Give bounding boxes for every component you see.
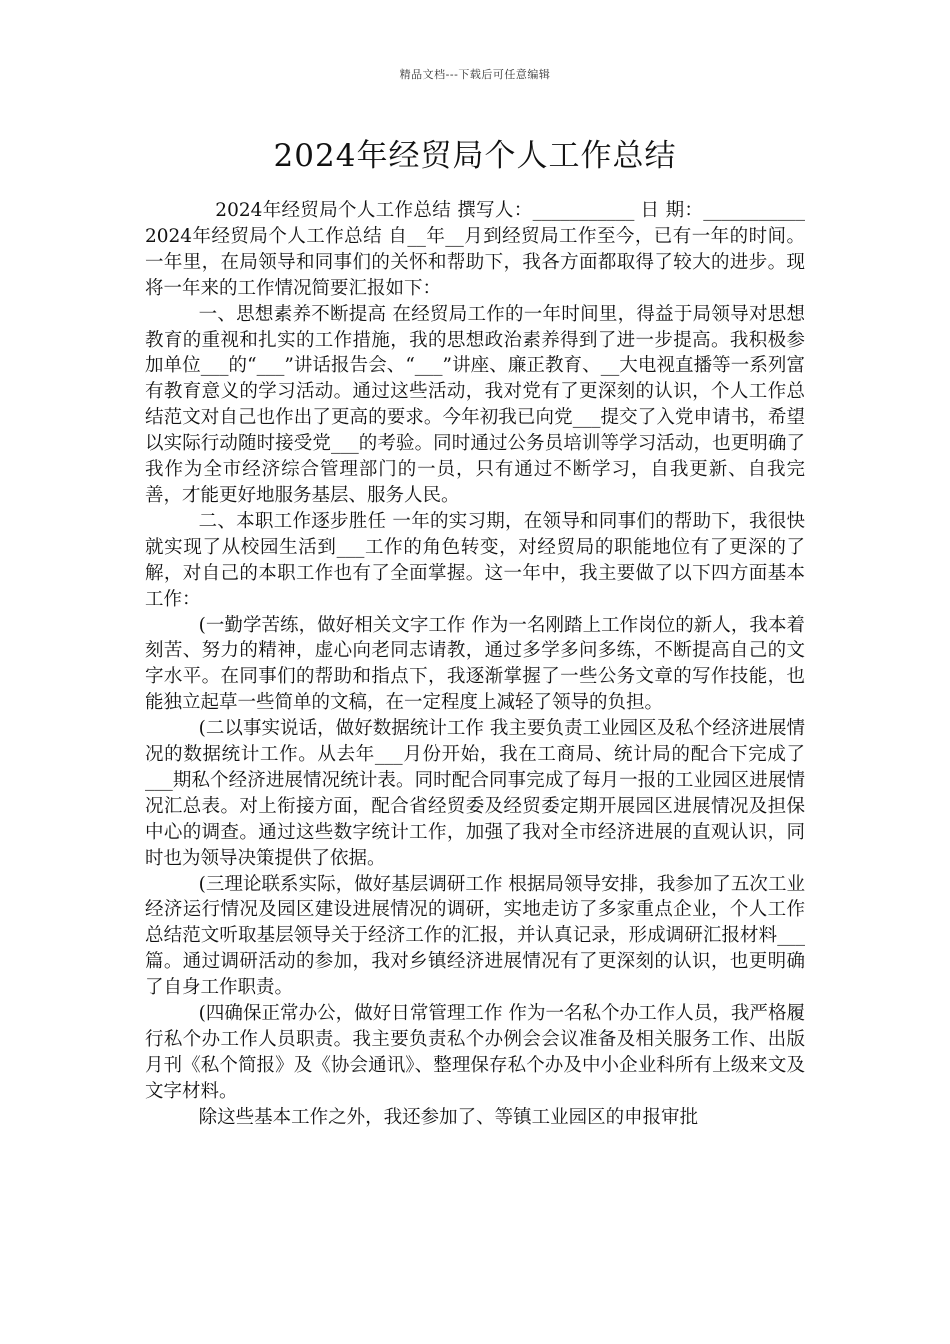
header-note: 精品文档---下载后可任意编辑 xyxy=(399,68,551,81)
paragraph-item-3: (三理论联系实际，做好基层调研工作 根据局领导安排，我参加了五次工业经济运行情况及园区建设进展情况的调研，实地走访了多家重点企业，个人工作总结范文听取基层领导关于经济工作的汇报，并认真记录，形成调研汇报材料___篇。通过调研活动的参加，我对乡镇经济进展情况有了更深刻的认识，也更明确了自身工作职责。 xyxy=(145,873,805,999)
document-title: 2024年经贸局个人工作总结 xyxy=(273,138,677,174)
paragraph-item-4: (四确保正常办公，做好日常管理工作 作为一名私个办工作人员，我严格履行私个办工作人员职责。我主要负责私个办例会会议准备及相关服务工作、出版月刊《私个简报》及《协会通讯》、整理保存私个办及中小企业科所有上级来文及文字材料。 xyxy=(145,1003,805,1102)
document-body xyxy=(145,198,805,1131)
paragraph-section-1: 一、思想素养不断提高 在经贸局工作的一年时间里，得益于局领导对思想教育的重视和扎实的工作措施，我的思想政治素养得到了进一步提高。我积极参加单位___的“___”讲话报告会、“___”讲座、廉正教育、__大电视直播等一系列富有教育意义的学习活动。通过这些活动，我对党有了更深刻的认识，个人工作总结范文对自己也作出了更高的要求。今年初我已向党___提交了入党申请书，希望以实际行动随时接受党___的考验。同时通过公务员培训等学习活动，也更明确了我作为全市经济综合管理部门的一员，只有通过不断学习，自我更新、自我完善，才能更好地服务基层、服务人民。 xyxy=(145,303,805,506)
paragraph-item-1: (一勤学苦练，做好相关文字工作 作为一名刚踏上工作岗位的新人，我本着刻苦、努力的精神，虚心向老同志请教，通过多学多问多练，不断提高自己的文字水平。在同事们的帮助和指点下，我逐渐掌握了一些公务文章的写作技能，也能独立起草一些简单的文稿，在一定程度上减轻了领导的负担。 xyxy=(145,614,805,714)
paragraph-item-2: (二以事实说话，做好数据统计工作 我主要负责工业园区及私个经济进展情况的数据统计工作。从去年___月份开始，我在工商局、统计局的配合下完成了___期私个经济进展情况统计表。同时配合同事完成了每月一报的工业园区进展情况汇总表。对上衔接方面，配合省经贸委及经贸委定期开展园区进展情况及担保中心的调查。通过这些数字统计工作，加强了我对全市经济进展的直观认识，同时也为领导决策提供了依据。 xyxy=(145,718,805,869)
paragraph-section-2: 二、本职工作逐步胜任 一年的实习期，在领导和同事们的帮助下，我很快就实现了从校园生活到___工作的角色转变，对经贸局的职能地位有了更深的了解，对自己的本职工作也有了全面掌握。这一年中，我主要做了以下四方面基本工作： xyxy=(145,510,805,610)
paragraph-intro: 2024年经贸局个人工作总结 撰写人：___________ 日 期：___________ 2024年经贸局个人工作总结 自__年__月到经贸局工作至今，已有一年的时间。一年里，在局领导和同事们的关怀和帮助下，我各方面都取得了较大的进步。现将一年来的工作情况简要汇报如下： xyxy=(145,200,805,299)
paragraph-continuation: 除这些基本工作之外，我还参加了、等镇工业园区的申报审批 xyxy=(198,1106,699,1128)
